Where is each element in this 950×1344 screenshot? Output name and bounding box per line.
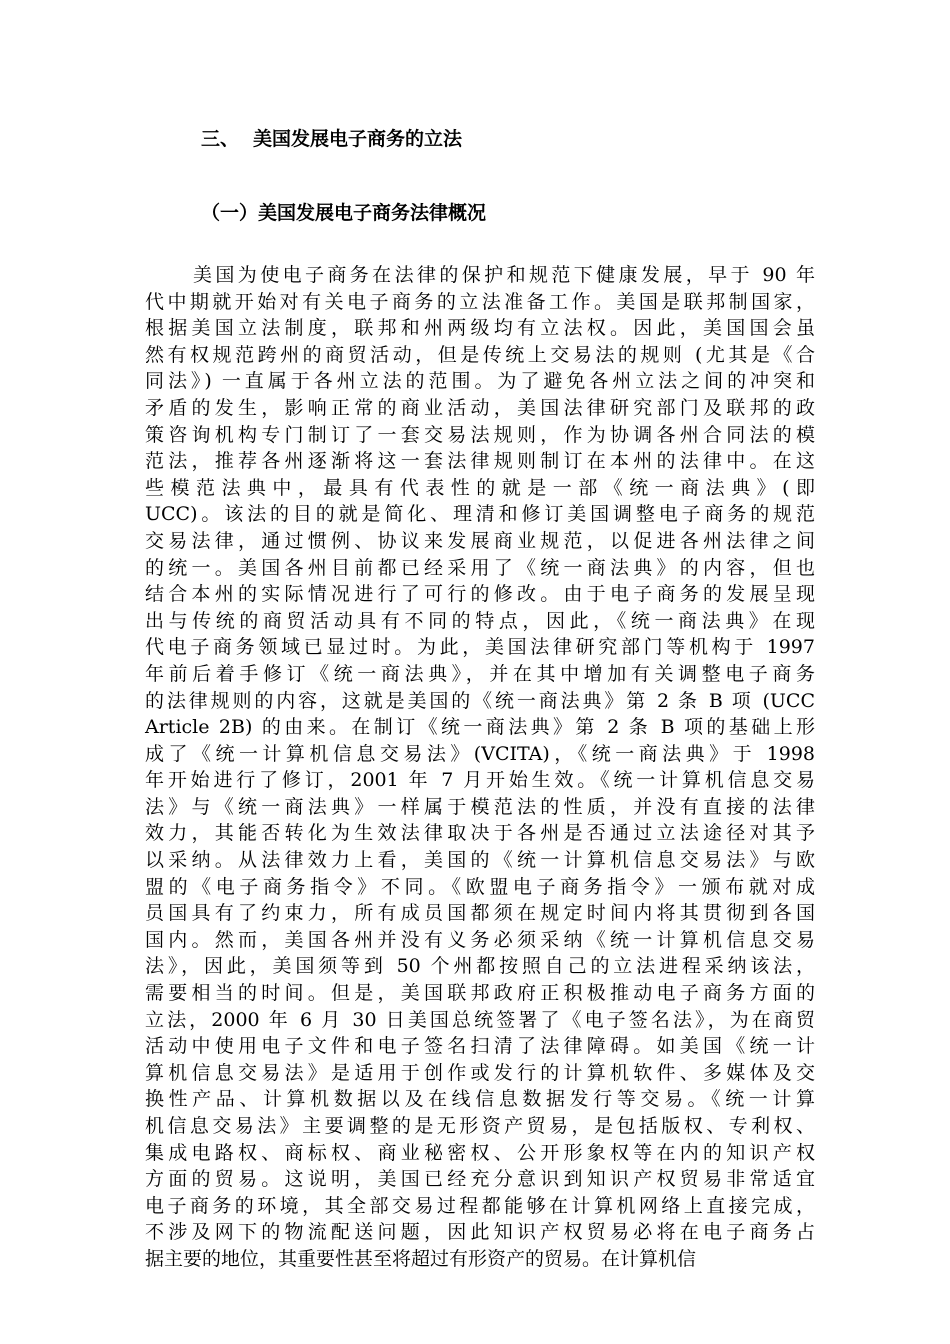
paragraph-line: 机信息交易法》主要调整的是无形资产贸易，是包括版权、专利权、 bbox=[145, 1115, 815, 1137]
paragraph-line: 立法，2000 年 6 月 30 日美国总统签署了《电子签名法》，为在商贸 bbox=[145, 1008, 815, 1031]
paragraph-line: 代电子商务领域已显过时。为此，美国法律研究部门等机构于 1997 bbox=[145, 636, 815, 659]
paragraph-line: 国内。然而，美国各州并没有义务必须采纳《统一计算机信息交易 bbox=[145, 928, 815, 951]
paragraph-line: 同法》) 一直属于各州立法的范围。为了避免各州立法之间的冲突和 bbox=[145, 370, 815, 393]
paragraph-line: 然有权规范跨州的商贸活动，但是传统上交易法的规则 (尤其是《合 bbox=[145, 343, 815, 366]
paragraph-line: 算机信息交易法》是适用于创作或发行的计算机软件、多媒体及交 bbox=[145, 1061, 815, 1084]
paragraph-line: 的法律规则的内容，这就是美国的《统一商法典》第 2 条 B 项 (UCC bbox=[145, 689, 815, 712]
paragraph-line: 不涉及网下的物流配送问题，因此知识产权贸易必将在电子商务占 bbox=[145, 1221, 815, 1244]
section-number: 三、 bbox=[201, 128, 240, 150]
paragraph-line: 法》与《统一商法典》一样属于模范法的性质，并没有直接的法律 bbox=[145, 795, 815, 818]
paragraph-line: 年前后着手修订《统一商法典》，并在其中增加有关调整电子商务 bbox=[145, 662, 815, 685]
paragraph-line: 结合本州的实际情况进行了可行的修改。由于电子商务的发展呈现 bbox=[145, 583, 815, 606]
paragraph-line: 矛盾的发生，影响正常的商业活动，美国法律研究部门及联邦的政 bbox=[145, 396, 815, 419]
paragraph-line: 据主要的地位，其重要性甚至将超过有形资产的贸易。在计算机信 bbox=[145, 1247, 697, 1270]
paragraph-line: 策咨询机构专门制订了一套交易法规则，作为协调各州合同法的模 bbox=[145, 423, 815, 446]
paragraph-line: 活动中使用电子文件和电子签名扫清了法律障碍。如美国《统一计 bbox=[145, 1035, 815, 1058]
paragraph-line: 交易法律，通过惯例、协议来发展商业规范，以促进各州法律之间 bbox=[145, 529, 815, 552]
paragraph-line: 根据美国立法制度，联邦和州两级均有立法权。因此，美国国会虽 bbox=[145, 317, 815, 340]
paragraph-line: 代中期就开始对有关电子商务的立法准备工作。美国是联邦制国家， bbox=[145, 290, 815, 313]
paragraph-line: 换性产品、计算机数据以及在线信息数据发行等交易。《统一计算 bbox=[145, 1088, 815, 1111]
paragraph-line: 电子商务的环境，其全部交易过程都能够在计算机网络上直接完成， bbox=[145, 1194, 815, 1217]
paragraph-line: 集成电路权、商标权、商业秘密权、公开形象权等在内的知识产权 bbox=[145, 1141, 815, 1164]
section-title: 美国发展电子商务的立法 bbox=[253, 128, 463, 150]
paragraph-line: 美国为使电子商务在法律的保护和规范下健康发展，早于 90 年 bbox=[193, 264, 815, 286]
paragraph-line: 以采纳。从法律效力上看，美国的《统一计算机信息交易法》与欧 bbox=[145, 849, 815, 872]
paragraph-line: 成了《统一计算机信息交易法》(VCITA)，《统一商法典》于 1998 bbox=[145, 742, 815, 765]
section-heading bbox=[201, 124, 462, 151]
paragraph-line: 些模范法典中，最具有代表性的就是一部《统一商法典》(即 bbox=[145, 476, 815, 499]
paragraph-line: 需要相当的时间。但是，美国联邦政府正积极推动电子商务方面的 bbox=[145, 982, 815, 1005]
paragraph-line: 出与传统的商贸活动具有不同的特点，因此，《统一商法典》在现 bbox=[145, 609, 815, 632]
paragraph-line: 盟的《电子商务指令》不同。《欧盟电子商务指令》一颁布就对成 bbox=[145, 875, 815, 898]
paragraph-line: 法》，因此，美国须等到 50 个州都按照自己的立法进程采纳该法， bbox=[145, 955, 815, 978]
paragraph-line: 员国具有了约束力，所有成员国都须在规定时间内将其贯彻到各国 bbox=[145, 902, 815, 925]
body-paragraph bbox=[145, 262, 815, 1273]
paragraph-line: 年开始进行了修订，2001 年 7 月开始生效。《统一计算机信息交易 bbox=[145, 769, 815, 792]
paragraph-line: 的统一。美国各州目前都已经采用了《统一商法典》的内容，但也 bbox=[145, 556, 815, 579]
paragraph-line: UCC)。该法的目的就是简化、理清和修订美国调整电子商务的规范 bbox=[145, 503, 815, 526]
paragraph-line: 范法，推荐各州逐渐将这一套法律规则制订在本州的法律中。在这 bbox=[145, 450, 815, 473]
paragraph-line: 方面的贸易。这说明，美国已经充分意识到知识产权贸易非常适宜 bbox=[145, 1168, 815, 1191]
paragraph-line: 效力，其能否转化为生效法律取决于各州是否通过立法途径对其予 bbox=[145, 822, 815, 845]
paragraph-line: Article 2B) 的由来。在制订《统一商法典》第 2 条 B 项的基础上形 bbox=[145, 716, 815, 739]
subsection-heading: （一）美国发展电子商务法律概况 bbox=[201, 202, 487, 224]
